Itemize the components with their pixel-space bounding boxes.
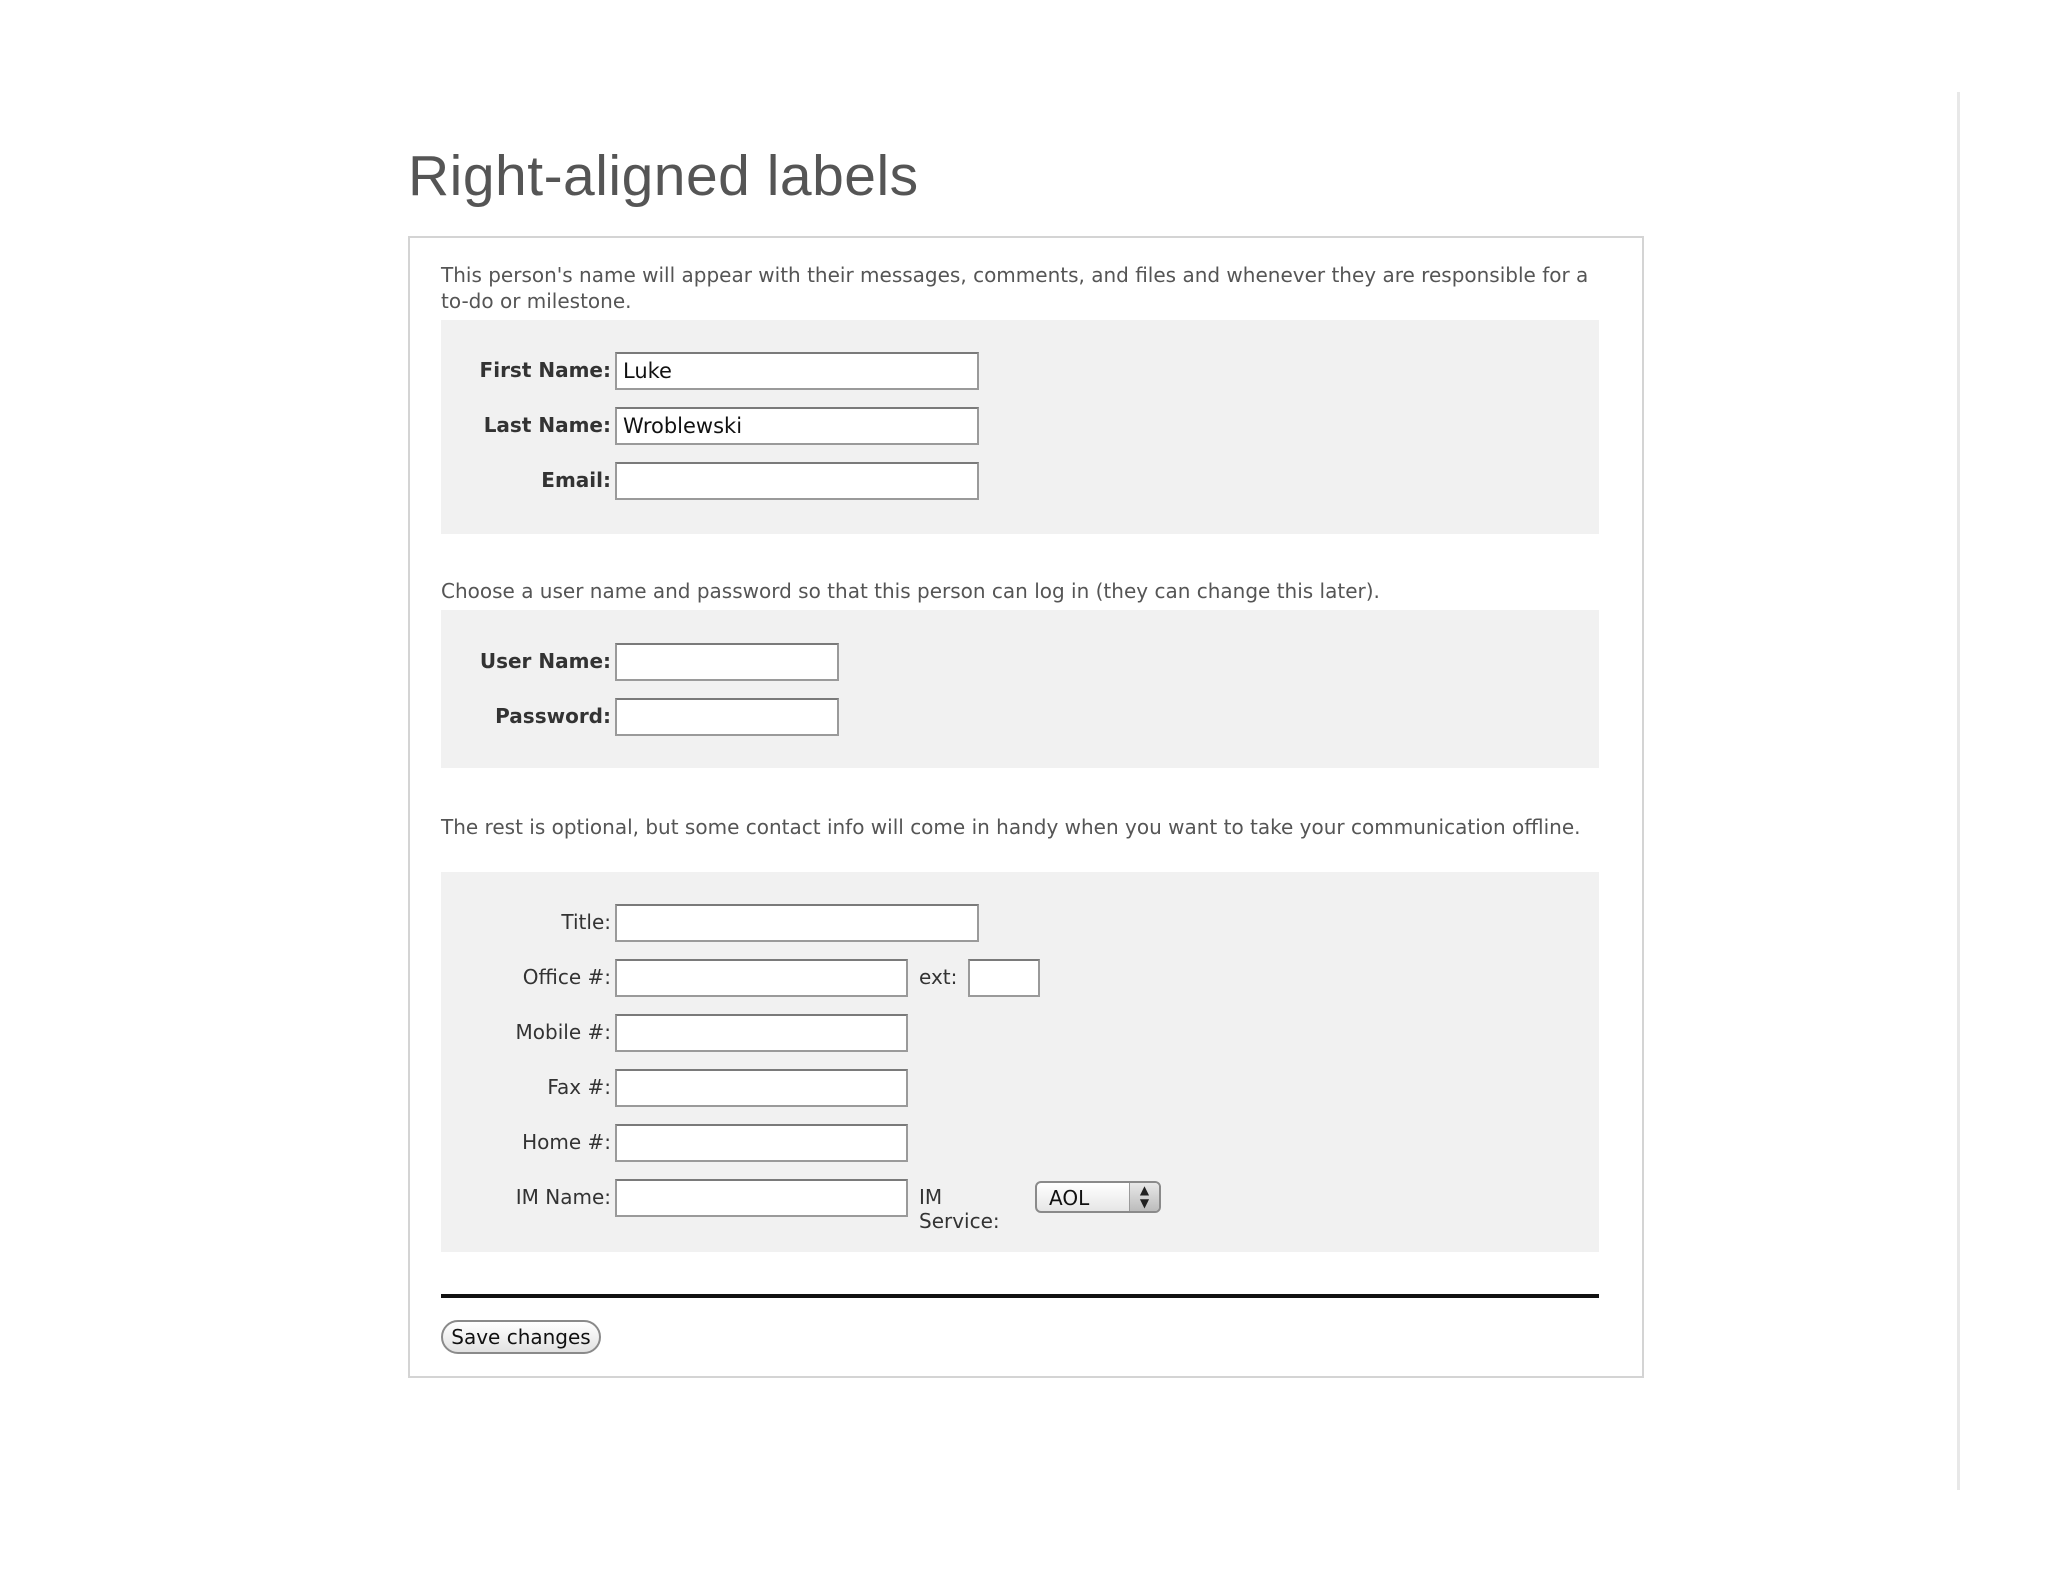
last-name-label: Last Name: — [483, 413, 611, 437]
im-service-select[interactable] — [1035, 1181, 1161, 1213]
email-label: Email: — [541, 468, 611, 492]
slide-edge-rule — [1957, 92, 1960, 1490]
office-label: Office #: — [522, 965, 611, 989]
first-name-input[interactable] — [615, 352, 979, 390]
user-name-label: User Name: — [479, 649, 611, 673]
up-down-arrows-icon: ▲ ▼ — [1129, 1183, 1159, 1211]
name-panel — [441, 320, 1599, 534]
first-name-label: First Name: — [479, 358, 611, 382]
user-name-input[interactable] — [615, 643, 839, 681]
last-name-input[interactable] — [615, 407, 979, 445]
ext-input[interactable] — [968, 959, 1040, 997]
login-panel — [441, 610, 1599, 768]
im-service-label: IM Service: — [919, 1185, 1000, 1233]
title-label: Title: — [561, 910, 611, 934]
im-name-label: IM Name: — [515, 1185, 611, 1209]
ext-label: ext: — [919, 965, 958, 989]
form-frame — [408, 236, 1644, 1378]
password-input[interactable] — [615, 698, 839, 736]
mobile-label: Mobile #: — [515, 1020, 611, 1044]
fax-input[interactable] — [615, 1069, 908, 1107]
save-changes-button[interactable]: Save changes — [441, 1320, 601, 1354]
password-label: Password: — [495, 704, 611, 728]
name-section-note: This person's name will appear with their messages, comments, and files and whenever they are responsible for a to-do or milestone. — [441, 263, 1589, 313]
contact-section-note: The rest is optional, but some contact info will come in handy when you want to take your communication offline. — [441, 815, 1581, 839]
im-service-selected-value: AOL — [1049, 1186, 1090, 1210]
office-input[interactable] — [615, 959, 908, 997]
im-name-input[interactable] — [615, 1179, 908, 1217]
mobile-input[interactable] — [615, 1014, 908, 1052]
email-input[interactable] — [615, 462, 979, 500]
home-label: Home #: — [522, 1130, 611, 1154]
contact-panel — [441, 872, 1599, 1252]
fax-label: Fax #: — [547, 1075, 611, 1099]
home-input[interactable] — [615, 1124, 908, 1162]
slide-title: Right-aligned labels — [408, 144, 919, 208]
title-input[interactable] — [615, 904, 979, 942]
form-divider — [441, 1294, 1599, 1298]
login-section-note: Choose a user name and password so that this person can log in (they can change this later). — [441, 579, 1380, 603]
